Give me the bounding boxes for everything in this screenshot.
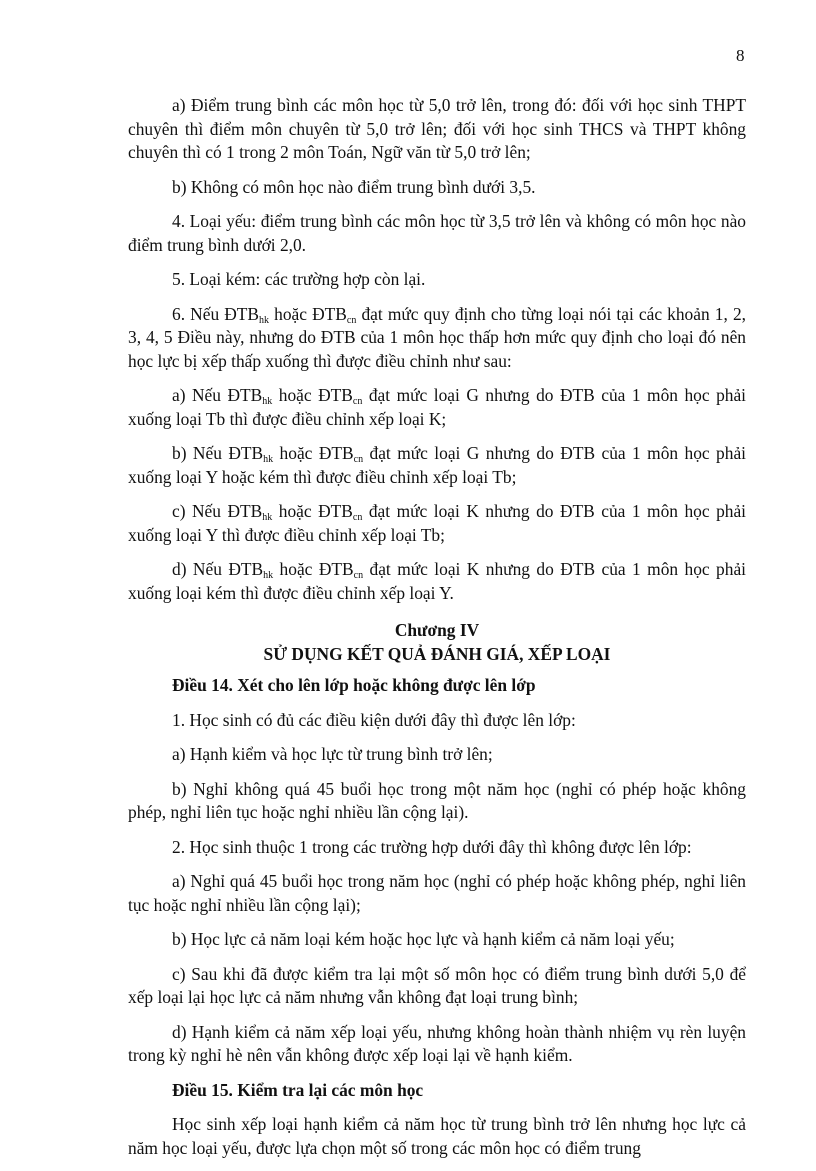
article-14-clause-1: 1. Học sinh có đủ các điều kiện dưới đây thì được lên lớp: bbox=[172, 709, 576, 730]
article-14-clause-1a: a) Hạnh kiểm và học lực từ trung bình trở lên; bbox=[172, 744, 493, 764]
chapter-heading bbox=[128, 619, 746, 666]
paragraph-3b: b) Không có môn học nào điểm trung bình dưới 3,5. bbox=[172, 176, 536, 197]
article-14-heading: Điều 14. Xét cho lên lớp hoặc không được lên lớp bbox=[172, 675, 536, 695]
paragraph-3a: a) Điểm trung bình các môn học từ 5,0 trở lên, trong đó: đối với học sinh THPT chuyên thì điểm môn chuyên từ 5,0 trở lên; đối với học sinh THCS và THPT không chuyên thì có 1 trong 2 môn Toán, Ngữ văn từ 5,0 trở lên; bbox=[128, 95, 746, 162]
chapter-title: SỬ DỤNG KẾT QUẢ ĐÁNH GIÁ, XẾP LOẠI bbox=[263, 643, 611, 664]
page-content bbox=[128, 94, 746, 1171]
paragraph-6b: b) Nếu $ĐTB_{hk}$ hoặc $ĐTB_{cn}$ đạt mức loại G nhưng do ĐTB của 1 môn học phải xuống loại Y hoặc kém thì được điều chỉnh xếp loại Tb; bbox=[128, 443, 746, 487]
article-14-clause-2: 2. Học sinh thuộc 1 trong các trường hợp dưới đây thì không được lên lớp: bbox=[172, 836, 692, 857]
paragraph-6d: d) Nếu $ĐTB_{hk}$ hoặc $ĐTB_{cn}$ đạt mức loại K nhưng do ĐTB của 1 môn học phải xuống loại kém thì được điều chỉnh xếp loại Y. bbox=[128, 559, 746, 603]
paragraph-4: 4. Loại yếu: điểm trung bình các môn học từ 3,5 trở lên và không có môn học nào điểm trung bình dưới 2,0. bbox=[128, 211, 746, 255]
paragraph-6a: a) Nếu $ĐTB_{hk}$ hoặc $ĐTB_{cn}$ đạt mức loại G nhưng do ĐTB của 1 môn học phải xuống loại Tb thì được điều chỉnh xếp loại K; bbox=[128, 385, 747, 429]
article-14-clause-1b: b) Nghỉ không quá 45 buổi học trong một năm học (nghỉ có phép hoặc không phép, nghỉ liên tục hoặc nghỉ nhiều lần cộng lại). bbox=[128, 778, 746, 822]
article-14-clause-2a: a) Nghỉ quá 45 buổi học trong năm học (nghỉ có phép hoặc không phép, nghỉ liên tục hoặc nghỉ nhiều lần cộng lại); bbox=[128, 871, 746, 915]
article-15-text: Học sinh xếp loại hạnh kiểm cả năm học từ trung bình trở lên nhưng học lực cả năm học loại yếu, được lựa chọn một số trong các môn học có điểm trung bbox=[128, 1114, 746, 1158]
paragraph-6: 6. Nếu $ĐTB_{hk}$ hoặc $ĐTB_{cn}$ đạt mức quy định cho từng loại nói tại các khoản 1, 2, 3, 4, 5 Điều này, nhưng do ĐTB của 1 môn học thấp hơn mức quy định cho loại đó nên học lực bị xếp thấp xuống thì được điều chỉnh như sau: bbox=[128, 303, 746, 371]
page-number: 8 bbox=[736, 46, 745, 65]
chapter-label: Chương IV bbox=[394, 620, 480, 640]
article-14-clause-2c: c) Sau khi đã được kiểm tra lại một số môn học có điểm trung bình dưới 5,0 để xếp loại lại học lực cả năm nhưng vẫn không đạt loại trung bình; bbox=[128, 963, 746, 1007]
article-14-clause-2d: d) Hạnh kiểm cả năm xếp loại yếu, nhưng không hoàn thành nhiệm vụ rèn luyện trong kỳ nghỉ hè nên vẫn không được xếp loại lại về hạnh kiểm. bbox=[128, 1021, 746, 1065]
paragraph-5: 5. Loại kém: các trường hợp còn lại. bbox=[172, 269, 426, 289]
paragraph-6c: c) Nếu $ĐTB_{hk}$ hoặc $ĐTB_{cn}$ đạt mức loại K nhưng do ĐTB của 1 môn học phải xuống loại Y thì được điều chỉnh xếp loại Tb; bbox=[128, 501, 747, 545]
article-14-clause-2b: b) Học lực cả năm loại kém hoặc học lực và hạnh kiểm cả năm loại yếu; bbox=[172, 929, 675, 949]
article-15-heading: Điều 15. Kiểm tra lại các môn học bbox=[172, 1079, 424, 1100]
